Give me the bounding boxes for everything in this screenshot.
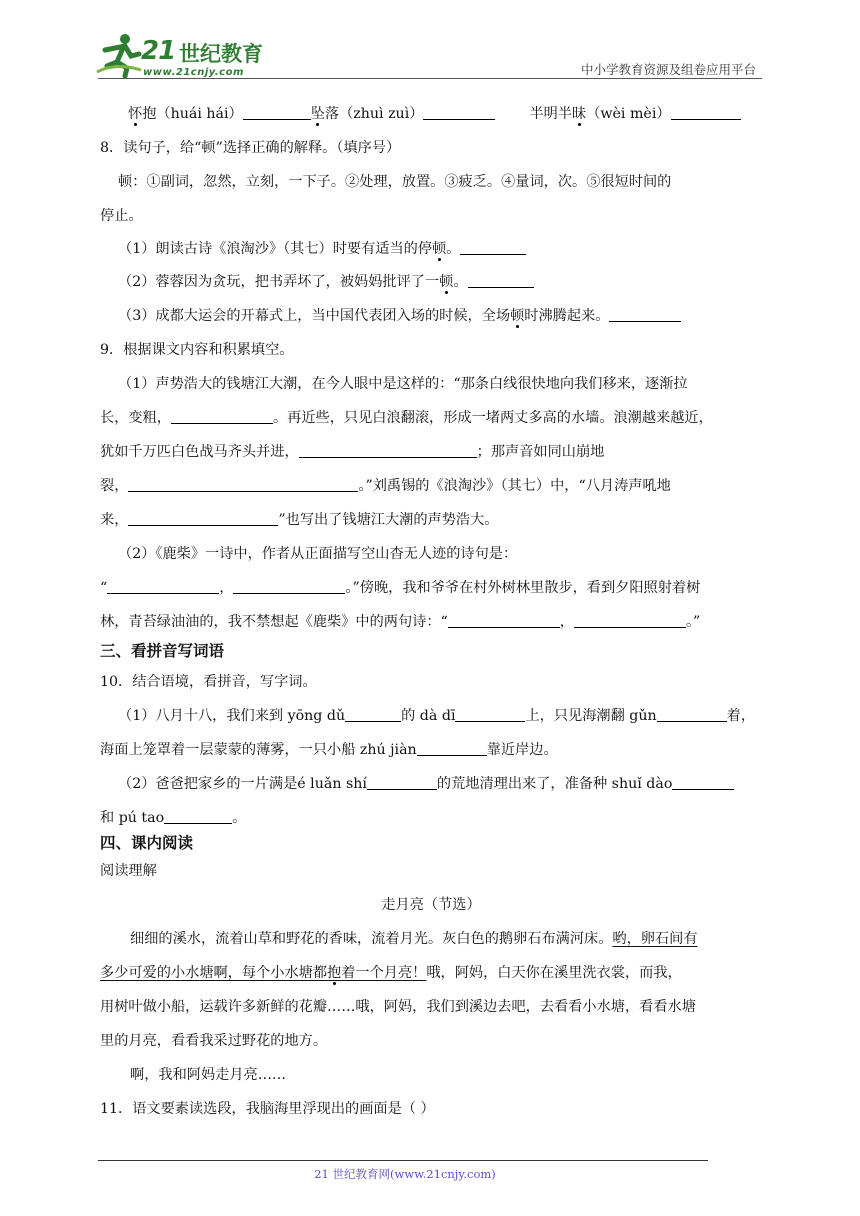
logo-number: 21 [141, 36, 176, 66]
page-header [0, 0, 860, 90]
answer-blank[interactable] [164, 808, 232, 824]
answer-blank[interactable] [367, 774, 437, 790]
runner-icon [95, 32, 143, 78]
logo-text: 世纪教育 [179, 42, 263, 66]
answer-blank[interactable] [128, 476, 358, 492]
question-10-line-4: 和 pú tao 。 [100, 810, 247, 826]
passage-line-5: 啊，我和阿妈走月亮…… [130, 1067, 287, 1083]
answer-blank[interactable] [460, 239, 526, 255]
passage-line-4: 里的月亮，看看我采过野花的地方。 [100, 1033, 328, 1049]
question-10-line-2: 海面上笼罩着一层蒙蒙的薄雾，一只小船 zhú jiàn 靠近岸边。 [100, 742, 558, 758]
definitions-line-end: 停止。 [100, 208, 143, 224]
platform-label: 中小学教育资源及组卷应用平台 [580, 62, 756, 77]
answer-blank[interactable] [128, 510, 278, 526]
passage-title: 走月亮（节选） [381, 897, 481, 913]
pinyin-choice-line: 怀抱（huái hái） 坠落（zhuì zuì） 半明半昧（wèi mèi） [128, 104, 741, 124]
question-9-item-1: （1）声势浩大的钱塘江大潮，在今人眼中是这样的：“那条白线很快地向我们移来，逐渐拉 [118, 376, 688, 392]
question-10-item-2: （2）爸爸把家乡的一片满是é luǎn shí 的荒地清理出来了，准备种 shuǐ dào [118, 774, 734, 794]
footer-divider [98, 1160, 708, 1161]
answer-blank[interactable] [609, 306, 681, 322]
answer-blank[interactable] [107, 578, 219, 594]
answer-blank[interactable] [468, 272, 534, 288]
answer-blank[interactable] [299, 442, 477, 458]
answer-blank[interactable] [171, 408, 273, 424]
question-10-item-1: （1）八月十八，我们来到 yōng dǔ 的 dà dī 上，只见海潮翻 gǔn 着， [118, 708, 756, 724]
section-4-heading: 四、课内阅读 [100, 834, 194, 852]
question-9: 9．根据课文内容和积累填空。 [100, 342, 294, 358]
section-3-heading: 三、看拼音写词语 [100, 642, 225, 660]
answer-blank[interactable] [233, 578, 345, 594]
answer-blank[interactable] [448, 612, 560, 628]
question-9-line-7: “ ， 。”傍晚，我和爷爷在村外树林里散步，看到夕阳照射着树 [100, 580, 701, 596]
definitions-line: 顿：①副词，忽然，立刻，一下子。②处理，放置。③疲乏。④量词，次。⑤很短时间的 [118, 174, 672, 190]
answer-blank[interactable] [657, 706, 727, 722]
passage-line-2: 多少可爱的小水塘啊，每个小水塘都抱着一个月亮！哦，阿妈，白天你在溪里洗衣裳，而我， [100, 965, 682, 981]
question-9-line-5: 来， ”也写出了钱塘江大潮的声势浩大。 [100, 512, 499, 528]
reading-label: 阅读理解 [100, 863, 157, 879]
answer-blank[interactable] [672, 774, 734, 790]
question-9-line-4: 裂， 。”刘禹锡的《浪淘沙》（其七）中，“八月涛声吼地 [100, 478, 671, 494]
answer-blank[interactable] [455, 706, 525, 722]
answer-blank[interactable] [417, 740, 487, 756]
footer-text: 21 世纪教育网(www.21cnjy.com) [314, 1167, 496, 1181]
answer-blank[interactable] [671, 104, 741, 120]
question-8-item-3: （3）成都大运会的开幕式上，当中国代表团入场的时候，全场顿时沸腾起来。 [118, 306, 681, 326]
answer-blank[interactable] [243, 104, 311, 120]
question-8-item-1: （1）朗读古诗《浪淘沙》（其七）时要有适当的停顿。 [118, 239, 526, 259]
question-8-item-2: （2）蓉蓉因为贪玩，把书弄坏了，被妈妈批评了一顿。 [118, 272, 534, 292]
question-9-line-3: 犹如千万匹白色战马齐头并进， ；那声音如同山崩地 [100, 444, 605, 460]
logo-url: www.21cnjy.com [143, 67, 244, 78]
answer-blank[interactable] [574, 612, 686, 628]
question-9-line-2: 长，变粗， 。再近些，只见白浪翻滚，形成一堵两丈多高的水墙。浪潮越来越近， [100, 410, 713, 426]
passage-line-3: 用树叶做小船，运载许多新鲜的花瓣……哦，阿妈，我们到溪边去吧，去看看小水塘，看看水塘 [100, 999, 696, 1015]
question-9-item-2: （2）《鹿柴》一诗中，作者从正面描写空山杳无人迹的诗句是： [118, 546, 518, 562]
question-9-line-8: 林，青苔绿油油的，我不禁想起《鹿柴》中的两句诗：“ ， 。” [100, 614, 701, 630]
site-logo [95, 32, 265, 80]
question-8: 8．读句子，给“顿”选择正确的解释。（填序号） [100, 140, 401, 156]
header-divider [98, 78, 762, 79]
question-11: 11．语文要素读选段，我脑海里浮现出的画面是（ ） [100, 1101, 435, 1117]
passage-line-1: 细细的溪水，流着山草和野花的香味，流着月光。灰白色的鹅卵石布满河床。哟，卵石间有 [130, 931, 698, 947]
answer-blank[interactable] [423, 104, 495, 120]
answer-blank[interactable] [345, 706, 401, 722]
question-10: 10．结合语境，看拼音，写字词。 [100, 674, 317, 690]
